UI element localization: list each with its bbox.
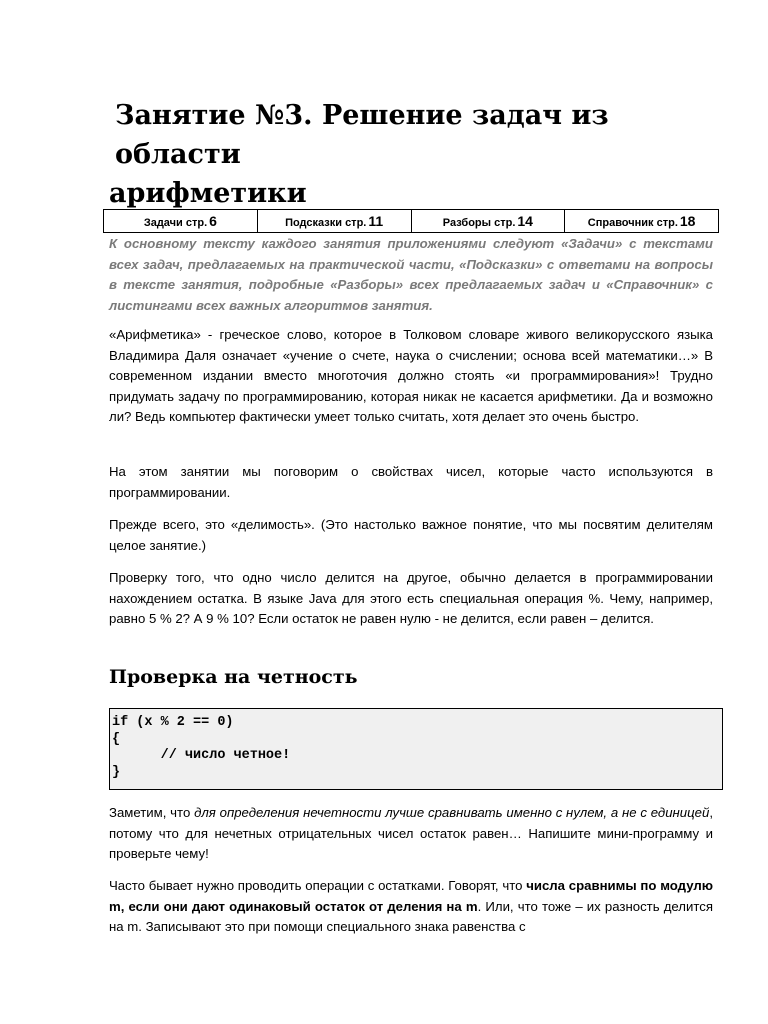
- emphasis-bold: числа сравнимы по модулю m, если они дают одинаковый остаток от деления на m: [109, 878, 713, 914]
- ref-hints: Подсказки стр. 11: [258, 210, 412, 232]
- ref-solutions: Разборы стр. 14: [412, 210, 566, 232]
- paragraph-congruence: Часто бывает нужно проводить операции с остатками. Говорят, что числа сравнимы по модулю m, если они дают одинаковый остаток от деления на m. Или, что тоже – их разность делится на m. Записывают это при помощи специального знака равенства с: [109, 878, 713, 934]
- paragraph-divisibility: Прежде всего, это «делимость». (Это настолько важное понятие, что мы посвятим делителям целое занятие.): [109, 517, 713, 553]
- code-block: if (x % 2 == 0) { // число четное! }: [109, 708, 723, 790]
- lesson-title: [109, 96, 713, 213]
- paragraph-number-properties: На этом занятии мы поговорим о свойствах чисел, которые часто используются в программировании.: [109, 464, 713, 500]
- title-line-2: арифметики: [109, 178, 307, 209]
- paragraph-arithmetic: «Арифметика» - греческое слово, которое в Толковом словаре живого великорусского языка Владимира Даля означает «учение о счете, наука о счислении; основа всей математики…» В современном издании вместо многоточия должно стоять «и программирования»! Трудно придумать задачу по программированию, которая никак не касается арифметики. Да и возможно ли? Ведь компьютер фактически умеет только считать, хотя делает это очень быстро.: [109, 327, 713, 424]
- page-references-table: [103, 209, 719, 233]
- ref-reference: Справочник стр. 18: [587, 213, 696, 229]
- title-line-1: Занятие №3. Решение задач из области: [115, 100, 609, 170]
- section-heading-parity: Проверка на четность: [109, 666, 358, 688]
- paragraph-remainder: Проверку того, что одно число делится на другое, обычно делается в программировании нахождением остатка. В языке Java для этого есть специальная операция %. Чему, например, равно 5 % 2? А 9 % 10? Если остаток не равен нулю - не делится, если равен – делится.: [109, 570, 713, 626]
- paragraph-oddness-note: Заметим, что для определения нечетности лучше сравнивать именно с нулем, а не с единицей, потому что для нечетных отрицательных чисел остаток равен… Напишите мини-программу и проверьте чему!: [109, 805, 714, 861]
- emphasis-italic: для определения нечетности лучше сравнивать именно с нулем, а не с единицей: [194, 805, 710, 820]
- ref-tasks: Задачи стр. 6: [104, 210, 258, 232]
- intro-note: К основному тексту каждого занятия приложениями следуют «Задачи» с текстами всех задач, предлагаемых на практической части, «Подсказки» с ответами на вопросы в тексте занятия, подробные «Разборы» всех предлагаемых задач и «Справочник» с листингами всех важных алгоритмов занятия.: [109, 236, 713, 313]
